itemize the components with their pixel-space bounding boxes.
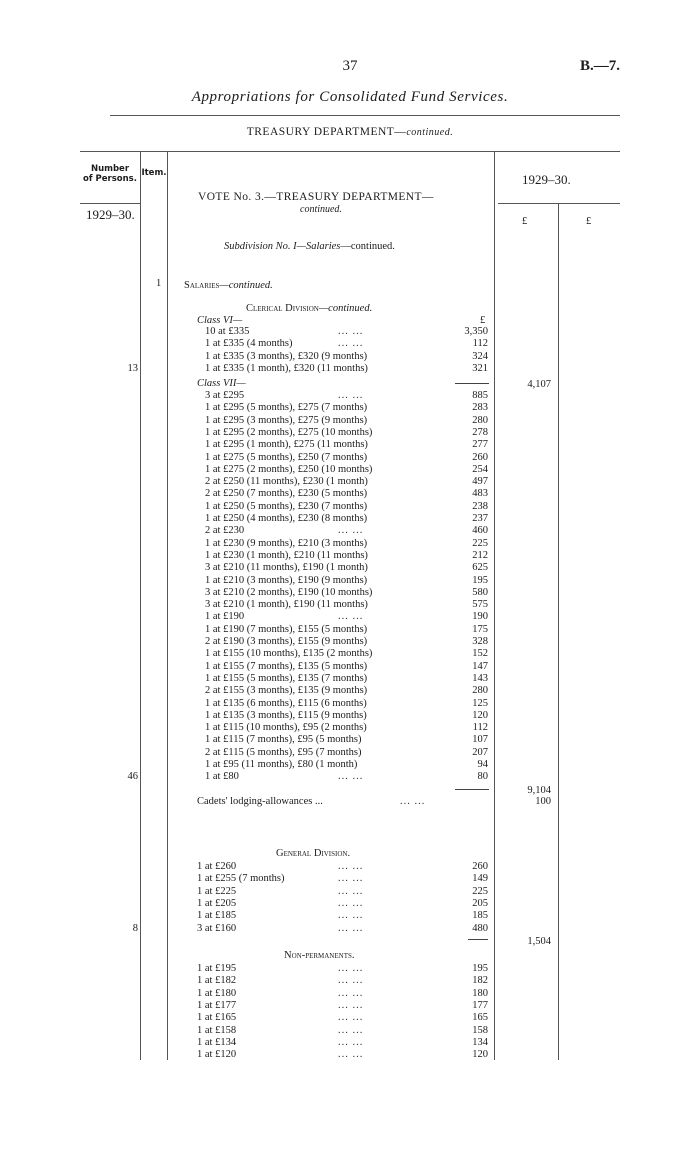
general-row-4-amount: 205 xyxy=(472,897,488,909)
class-vii-row-22-amount: 152 xyxy=(472,648,488,660)
non-permanent-row-7-amount: 134 xyxy=(472,1036,488,1048)
document-title: Appropriations for Consolidated Fund Services. xyxy=(191,89,509,105)
department-heading-continued: continued. xyxy=(406,127,454,138)
non-permanent-row-3-dots: ... ... xyxy=(338,987,364,999)
class-vii-row-1-label: 3 at £295 xyxy=(205,390,245,401)
class-vi-persons: 13 xyxy=(127,362,138,374)
general-row-2-dots: ... ... xyxy=(338,873,364,885)
class-vii-row-7-label: 1 at £275 (2 months), £250 (10 months) xyxy=(205,463,373,475)
class-vii-row-16 xyxy=(0,575,700,587)
class-vii-row-16-amount: 195 xyxy=(472,574,488,586)
class-vii-row-23-amount: 147 xyxy=(472,660,488,672)
class-vii-row-3 xyxy=(0,415,700,427)
class-vii-row-2-label: 1 at £295 (5 months), £275 (7 months) xyxy=(205,402,368,414)
class-vii-row-26 xyxy=(0,698,700,710)
non-permanent-row-5 xyxy=(0,1012,700,1024)
class-vii-row-22 xyxy=(0,648,700,660)
non-permanent-row-5-amount: 165 xyxy=(472,1012,488,1024)
general-row-4-dots: ... ... xyxy=(338,897,364,909)
class-vi-row-4-label: 1 at £335 (1 month), £320 (11 months) xyxy=(205,362,368,374)
class-vii-row-29-label: 1 at £115 (7 months), £95 (5 months) xyxy=(205,734,362,746)
class-vii-row-16-label: 1 at £210 (3 months), £190 (9 months) xyxy=(205,574,368,586)
general-row-5-label: 1 at £185 xyxy=(197,910,237,922)
class-vii-row-13 xyxy=(0,538,700,550)
non-permanent-row-2-label: 1 at £182 xyxy=(197,975,237,987)
class-vi-row-2-amount: 112 xyxy=(472,338,488,350)
general-division-heading: General Division. xyxy=(276,848,351,859)
class-vii-row-10-amount: 238 xyxy=(472,500,488,512)
pound-sign-subtotal: £ xyxy=(522,216,528,227)
class-vii-row-5 xyxy=(0,439,700,451)
class-vii-row-14 xyxy=(0,550,700,562)
class-vii-row-32-dots: ... ... xyxy=(338,771,364,783)
class-vii-row-14-amount: 212 xyxy=(472,549,488,561)
class-vii-row-5-amount: 277 xyxy=(472,439,488,451)
general-row-3-label: 1 at £225 xyxy=(197,885,237,897)
non-permanent-row-6-dots: ... ... xyxy=(338,1024,364,1036)
class-vii-row-23 xyxy=(0,661,700,673)
number-of-persons-header-line1: Number xyxy=(90,164,130,174)
class-vii-row-17 xyxy=(0,587,700,599)
persons-year-label: 1929–30. xyxy=(86,207,135,222)
class-vii-row-21 xyxy=(0,636,700,648)
class-vii-row-21-amount: 328 xyxy=(472,636,488,647)
class-vii-row-19 xyxy=(0,611,700,623)
class-vii-row-28-label: 1 at £115 (10 months), £95 (2 months) xyxy=(205,722,367,734)
class-vi-row-1-amount: 3,350 xyxy=(464,326,488,337)
class-vii-row-6 xyxy=(0,452,700,464)
class-vii-row-12-label: 2 at £230 xyxy=(205,525,245,537)
class-vii-row-24-amount: 143 xyxy=(472,672,488,684)
class-vii-row-20 xyxy=(0,624,700,636)
class-vii-row-20-label: 1 at £190 (7 months), £155 (5 months) xyxy=(205,623,368,635)
class-vii-row-24-label: 1 at £155 (5 months), £135 (7 months) xyxy=(205,672,368,684)
general-row-2-amount: 149 xyxy=(472,873,488,885)
non-permanent-row-3-amount: 180 xyxy=(472,987,488,999)
class-vii-row-10-label: 1 at £250 (5 months), £230 (7 months) xyxy=(205,500,368,512)
class-vii-row-31-amount: 94 xyxy=(477,759,488,770)
class-vi-row-4-amount: 321 xyxy=(472,362,488,374)
cadets-dots: ... ... xyxy=(400,795,426,807)
class-vii-row-3-amount: 280 xyxy=(472,414,488,426)
general-subtotal-rule xyxy=(468,939,488,940)
class-vii-row-31-label: 1 at £95 (11 months), £80 (1 month) xyxy=(205,759,358,770)
non-permanent-row-6 xyxy=(0,1025,700,1037)
class-vii-row-10 xyxy=(0,501,700,513)
class-vii-row-15-label: 3 at £210 (11 months), £190 (1 month) xyxy=(205,562,368,574)
class-vii-row-18-label: 3 at £210 (1 month), £190 (11 months) xyxy=(205,599,368,611)
class-vii-row-12-amount: 460 xyxy=(472,525,488,537)
department-heading-main: TREASURY DEPARTMENT— xyxy=(246,126,407,138)
class-vii-row-19-amount: 190 xyxy=(472,611,488,623)
non-permanent-row-2 xyxy=(0,975,700,987)
cadets-amount: 100 xyxy=(535,795,551,807)
class-vii-row-30-label: 2 at £115 (5 months), £95 (7 months) xyxy=(205,746,362,758)
class-vii-row-1 xyxy=(0,390,700,402)
class-vii-row-11 xyxy=(0,513,700,525)
non-permanents-heading: Non-permanents. xyxy=(284,950,355,961)
class-vii-row-5-label: 1 at £295 (1 month), £275 (11 months) xyxy=(205,439,368,451)
non-permanent-row-4-amount: 177 xyxy=(472,999,488,1011)
general-persons: 8 xyxy=(132,922,138,934)
class-vi-total: 4,107 xyxy=(527,379,551,391)
class-vii-row-8 xyxy=(0,476,700,488)
non-permanent-row-2-amount: 182 xyxy=(472,975,488,987)
class-vii-row-4-label: 1 at £295 (2 months), £275 (10 months) xyxy=(205,426,373,438)
general-total: 1,504 xyxy=(527,935,551,947)
general-row-5 xyxy=(0,910,700,922)
page-number: 37 xyxy=(342,58,358,74)
class-vii-row-28-amount: 112 xyxy=(472,722,488,734)
general-row-1-label: 1 at £260 xyxy=(197,861,237,872)
class-vii-row-15 xyxy=(0,562,700,574)
class-vii-row-9-amount: 483 xyxy=(472,488,488,500)
class-vii-row-29 xyxy=(0,734,700,746)
class-vii-row-1-dots: ... ... xyxy=(338,390,364,401)
class-vii-row-13-amount: 225 xyxy=(472,537,488,549)
class-vii-row-23-label: 1 at £155 (7 months), £135 (5 months) xyxy=(205,660,368,672)
class-vii-row-27-amount: 120 xyxy=(472,709,488,721)
class-vii-row-32-label: 1 at £80 xyxy=(205,771,239,783)
class-vii-row-12 xyxy=(0,525,700,537)
class-vii-row-6-amount: 260 xyxy=(472,451,488,463)
non-permanent-row-7 xyxy=(0,1037,700,1049)
non-permanent-row-8-label: 1 at £120 xyxy=(197,1049,237,1061)
class-vii-row-7 xyxy=(0,464,700,476)
general-row-3-dots: ... ... xyxy=(338,885,364,897)
non-permanent-row-4 xyxy=(0,1000,700,1012)
class-vii-row-18 xyxy=(0,599,700,611)
non-permanent-row-6-amount: 158 xyxy=(472,1024,488,1036)
general-row-2-label: 1 at £255 (7 months) xyxy=(197,873,285,885)
class-vii-row-20-amount: 175 xyxy=(472,623,488,635)
class-vi-row-3 xyxy=(0,351,700,363)
class-vii-row-18-amount: 575 xyxy=(472,599,488,611)
item-number: 1 xyxy=(156,278,162,289)
general-row-3 xyxy=(0,886,700,898)
class-vii-row-13-label: 1 at £230 (9 months), £210 (3 months) xyxy=(205,537,368,549)
general-row-2 xyxy=(0,873,700,885)
class-vii-row-1-amount: 885 xyxy=(472,390,488,401)
class-vii-row-17-label: 3 at £210 (2 months), £190 (10 months) xyxy=(205,586,373,598)
document-code: B.—7. xyxy=(580,58,621,74)
cadets-row xyxy=(0,796,700,808)
class-vii-total: 9,104 xyxy=(527,784,551,796)
class-vi-row-1 xyxy=(0,326,700,338)
number-of-persons-header-line2: of Persons. xyxy=(83,174,137,184)
non-permanent-row-4-label: 1 at £177 xyxy=(197,999,237,1011)
non-permanent-row-7-label: 1 at £134 xyxy=(197,1036,237,1048)
class-vii-row-6-label: 1 at £275 (5 months), £250 (7 months) xyxy=(205,451,368,463)
class-vii-persons: 46 xyxy=(127,771,138,783)
item-header: Item. xyxy=(141,168,167,178)
class-vii-row-4-amount: 278 xyxy=(472,426,488,438)
non-permanent-row-2-dots: ... ... xyxy=(338,975,364,987)
class-vii-row-19-label: 1 at £190 xyxy=(205,611,245,623)
subdivision-continued: —continued. xyxy=(340,241,395,252)
class-vii-row-26-label: 1 at £135 (6 months), £115 (6 months) xyxy=(205,697,367,709)
general-row-4 xyxy=(0,898,700,910)
class-vii-row-14-label: 1 at £230 (1 month), £210 (11 months) xyxy=(205,549,368,561)
class-vii-row-9-label: 2 at £250 (7 months), £230 (5 months) xyxy=(205,488,368,500)
non-permanent-row-8 xyxy=(0,1049,700,1061)
class-vi-subtotal-rule xyxy=(455,383,489,384)
pound-sign-total: £ xyxy=(586,216,592,227)
non-permanent-row-1 xyxy=(0,963,700,975)
non-permanent-row-3-label: 1 at £180 xyxy=(197,987,237,999)
class-vii-row-25 xyxy=(0,685,700,697)
salaries-continued: —continued. xyxy=(219,280,273,291)
clerical-division-label: Clerical Division xyxy=(246,303,319,314)
class-vi-row-1-dots: ... ... xyxy=(338,326,364,337)
salaries-label: Salaries xyxy=(184,280,220,291)
class-vii-row-15-amount: 625 xyxy=(472,562,488,574)
class-vii-row-4 xyxy=(0,427,700,439)
general-row-1-amount: 260 xyxy=(472,861,488,872)
class-vi-row-2 xyxy=(0,338,700,350)
class-vii-row-31 xyxy=(0,759,700,771)
non-permanent-row-4-dots: ... ... xyxy=(338,999,364,1011)
general-row-4-label: 1 at £205 xyxy=(197,897,237,909)
class-vii-row-30-amount: 207 xyxy=(472,746,488,758)
class-vii-row-25-label: 2 at £155 (3 months), £135 (9 months) xyxy=(205,685,368,697)
vote-continued: continued. xyxy=(300,204,342,215)
non-permanent-row-3 xyxy=(0,988,700,1000)
non-permanent-row-1-label: 1 at £195 xyxy=(197,963,237,974)
non-permanent-row-5-label: 1 at £165 xyxy=(197,1012,237,1024)
non-permanent-row-1-amount: 195 xyxy=(472,963,488,974)
class-vii-row-2-amount: 283 xyxy=(472,402,488,414)
non-permanent-row-8-amount: 120 xyxy=(472,1049,488,1061)
general-row-6-label: 3 at £160 xyxy=(197,922,237,934)
class-vii-row-29-amount: 107 xyxy=(472,734,488,746)
class-vii-row-12-dots: ... ... xyxy=(338,525,364,537)
class-vii-row-25-amount: 280 xyxy=(472,685,488,697)
class-vii-row-30 xyxy=(0,747,700,759)
general-row-1-dots: ... ... xyxy=(338,861,364,872)
general-row-1 xyxy=(0,861,700,873)
general-row-5-amount: 185 xyxy=(472,910,488,922)
cadets-label: Cadets' lodging-allowances ... xyxy=(197,795,323,807)
class-vii-row-9 xyxy=(0,488,700,500)
class-vii-row-28 xyxy=(0,722,700,734)
class-vii-row-17-amount: 580 xyxy=(472,586,488,598)
general-row-6-dots: ... ... xyxy=(338,922,364,934)
class-vii-row-8-amount: 497 xyxy=(472,476,488,488)
non-permanent-row-5-dots: ... ... xyxy=(338,1012,364,1024)
subdivision-name: Subdivision No. I—Salaries xyxy=(224,241,341,252)
class-vii-row-3-label: 1 at £295 (3 months), £275 (9 months) xyxy=(205,414,368,426)
class-vii-row-11-label: 1 at £250 (4 months), £230 (8 months) xyxy=(205,513,368,524)
general-row-3-amount: 225 xyxy=(472,885,488,897)
class-vii-subtotal-rule xyxy=(455,789,489,790)
non-permanent-row-1-dots: ... ... xyxy=(338,963,364,974)
class-vii-row-26-amount: 125 xyxy=(472,697,488,709)
class-vii-row-19-dots: ... ... xyxy=(338,611,364,623)
clerical-division-continued: —continued. xyxy=(318,303,373,314)
class-vii-label: Class VII— xyxy=(197,378,246,389)
class-vii-row-22-label: 1 at £155 (10 months), £135 (2 months) xyxy=(205,648,373,660)
class-vii-row-11-amount: 237 xyxy=(472,513,488,524)
class-vii-row-8-label: 2 at £250 (11 months), £230 (1 month) xyxy=(205,476,368,488)
class-vii-row-24 xyxy=(0,673,700,685)
totals-year-label: 1929–30. xyxy=(522,172,571,187)
class-vii-row-21-label: 2 at £190 (3 months), £155 (9 months) xyxy=(205,636,368,647)
class-vii-row-27 xyxy=(0,710,700,722)
vote-title: VOTE No. 3.—TREASURY DEPARTMENT— xyxy=(198,191,434,203)
non-permanent-row-6-label: 1 at £158 xyxy=(197,1024,237,1036)
class-vi-row-2-label: 1 at £335 (4 months) xyxy=(205,338,293,350)
general-row-5-dots: ... ... xyxy=(338,910,364,922)
class-vi-label: Class VI— xyxy=(197,315,243,326)
class-vi-row-3-label: 1 at £335 (3 months), £320 (9 months) xyxy=(205,350,368,362)
non-permanent-row-7-dots: ... ... xyxy=(338,1036,364,1048)
amount-pound-sign: £ xyxy=(480,315,486,326)
class-vii-row-7-amount: 254 xyxy=(472,463,488,475)
class-vi-row-2-dots: ... ... xyxy=(338,338,364,350)
class-vi-row-3-amount: 324 xyxy=(472,350,488,362)
class-vii-row-27-label: 1 at £135 (3 months), £115 (9 months) xyxy=(205,709,367,721)
non-permanent-row-8-dots: ... ... xyxy=(338,1049,364,1061)
class-vi-row-1-label: 10 at £335 xyxy=(205,326,250,337)
general-row-6-amount: 480 xyxy=(472,922,488,934)
class-vii-row-32-amount: 80 xyxy=(477,771,488,783)
class-vii-row-2 xyxy=(0,402,700,414)
